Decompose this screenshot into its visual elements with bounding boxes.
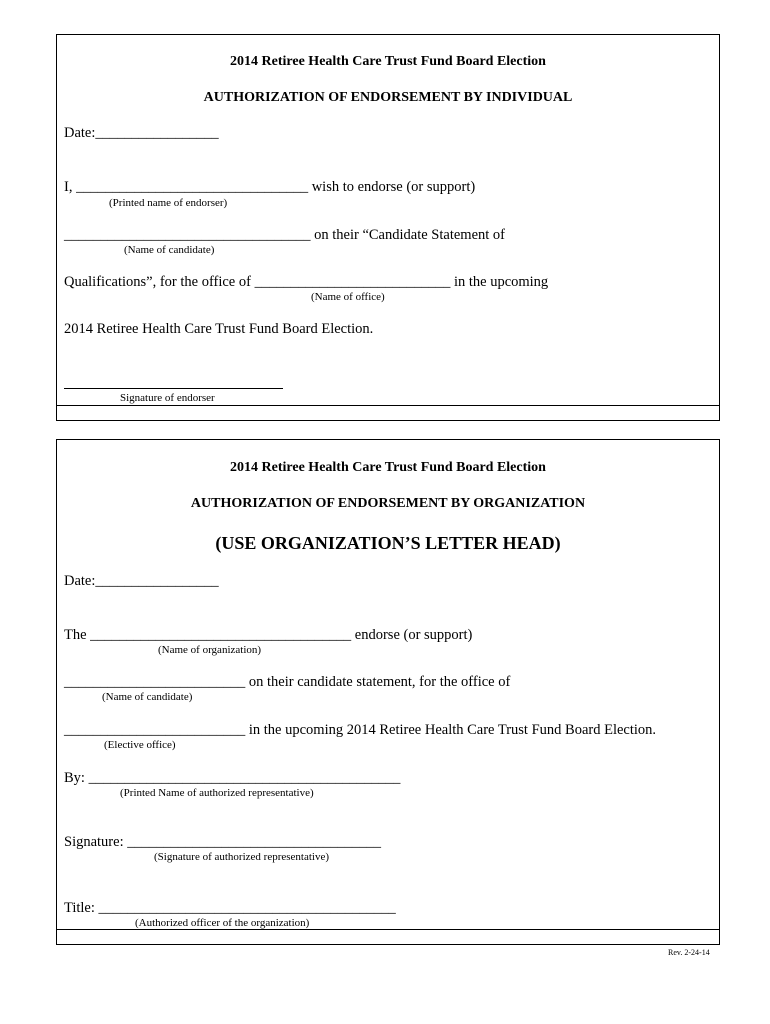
candidate-caption: (Name of candidate) <box>124 244 215 256</box>
date-field[interactable]: Date:_________________ <box>64 573 219 589</box>
office-caption: (Name of office) <box>311 291 385 303</box>
form-bottom-rule <box>57 405 719 406</box>
endorser-name-field[interactable]: I, ________________________________ wish to endorse (or support) <box>64 179 476 195</box>
officer-title-caption: (Authorized officer of the organization) <box>135 917 310 929</box>
endorser-caption: (Printed name of endorser) <box>109 197 228 209</box>
office-name-field[interactable]: Qualifications”, for the office of ___________________________ in the upcoming <box>64 274 549 290</box>
election-title: 2014 Retiree Health Care Trust Fund Board Election <box>230 460 546 475</box>
individual-endorsement-form <box>56 34 720 421</box>
elective-office-field[interactable]: _________________________ in the upcoming 2014 Retiree Health Care Trust Fund Board Election. <box>64 722 657 738</box>
form-heading: AUTHORIZATION OF ENDORSEMENT BY ORGANIZATION <box>190 496 586 511</box>
organization-endorsement-form <box>56 439 720 945</box>
signature-caption: Signature of endorser <box>120 392 215 404</box>
date-field[interactable]: Date:_________________ <box>64 125 219 141</box>
endorser-signature-line[interactable] <box>64 388 283 389</box>
organization-name-field[interactable]: The ____________________________________ endorse (or support) <box>64 627 473 643</box>
form-bottom-rule <box>57 929 719 930</box>
candidate-caption: (Name of candidate) <box>102 691 193 703</box>
officer-title-field[interactable]: Title: _________________________________________ <box>64 900 396 916</box>
election-title: 2014 Retiree Health Care Trust Fund Board Election <box>230 54 546 69</box>
representative-signature-field[interactable]: Signature: ___________________________________ <box>64 834 381 850</box>
representative-name-caption: (Printed Name of authorized representative) <box>120 787 314 799</box>
representative-name-field[interactable]: By: ___________________________________________ <box>64 770 401 786</box>
representative-signature-caption: (Signature of authorized representative) <box>154 851 330 863</box>
election-statement: 2014 Retiree Health Care Trust Fund Board Election. <box>64 321 374 337</box>
letterhead-note: (USE ORGANIZATION’S LETTER HEAD) <box>215 533 561 553</box>
candidate-name-field[interactable]: __________________________________ on their “Candidate Statement of <box>64 227 505 243</box>
candidate-name-field[interactable]: _________________________ on their candidate statement, for the office of <box>64 674 511 690</box>
office-caption: (Elective office) <box>104 739 176 751</box>
organization-caption: (Name of organization) <box>158 644 262 656</box>
form-heading: AUTHORIZATION OF ENDORSEMENT BY INDIVIDUAL <box>203 90 573 105</box>
revision-note: Rev. 2-24-14 <box>668 948 710 957</box>
